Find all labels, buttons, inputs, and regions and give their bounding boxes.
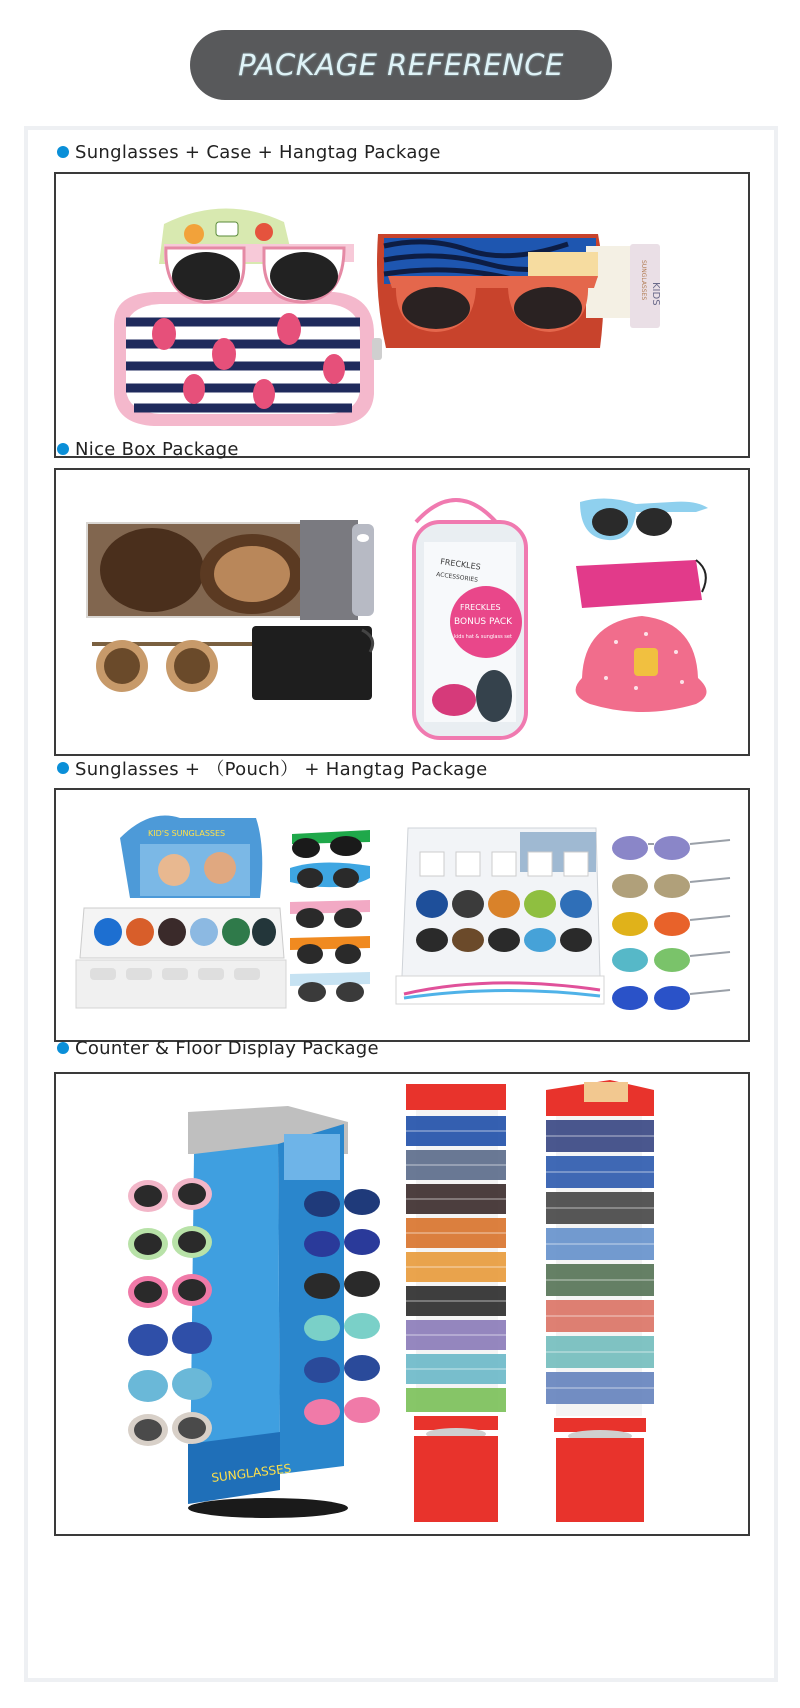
kids-box-display-photo <box>70 808 370 1026</box>
freckles-sub-text: ACCESSORIES <box>435 571 479 584</box>
floor-display-left-photo <box>386 1080 526 1526</box>
section-title-case-package: Sunglasses + Case + Hangtag Package <box>57 140 441 164</box>
section-title-pouch-package: Sunglasses + （Pouch） + Hangtag Package <box>57 756 488 780</box>
bonus-pack-text: BONUS PACK <box>454 617 513 627</box>
display-brand-text: SUNGLASSES <box>210 1461 293 1485</box>
bonus-sub-text: kids hat & sunglass set <box>454 634 512 640</box>
panel-display-package <box>54 1072 750 1536</box>
flamingo-case-photo <box>104 204 394 434</box>
panel-nice-box <box>54 468 750 756</box>
kids-sunglasses-text: KID'S SUNGLASSES <box>148 829 226 838</box>
bonus-brand-text: FRECKLES <box>460 603 501 612</box>
counter-display-photo <box>108 1094 408 1522</box>
bullet-icon <box>57 146 69 158</box>
freckles-brand-text: FRECKLES <box>439 557 482 572</box>
bonus-pack-photo <box>396 482 736 752</box>
bullet-icon <box>57 443 69 455</box>
section-title-nice-box: Nice Box Package <box>57 437 239 461</box>
kids-tag-text: KIDS <box>650 282 661 306</box>
zebra-case-photo <box>368 226 668 356</box>
sunglasses-tag-text: SUNGLASSES <box>640 260 647 301</box>
panel-pouch-package <box>54 788 750 1042</box>
bullet-icon <box>57 762 69 774</box>
page-title: PACKAGE REFERENCE <box>238 48 564 82</box>
panel-case-package <box>54 172 750 458</box>
floor-display-right-photo <box>530 1076 670 1526</box>
aviator-box-display-photo <box>390 808 740 1026</box>
tortoise-box-photo <box>82 518 382 708</box>
page-title-banner <box>190 30 612 100</box>
section-title-display-package: Counter & Floor Display Package <box>57 1036 379 1060</box>
bullet-icon <box>57 1042 69 1054</box>
